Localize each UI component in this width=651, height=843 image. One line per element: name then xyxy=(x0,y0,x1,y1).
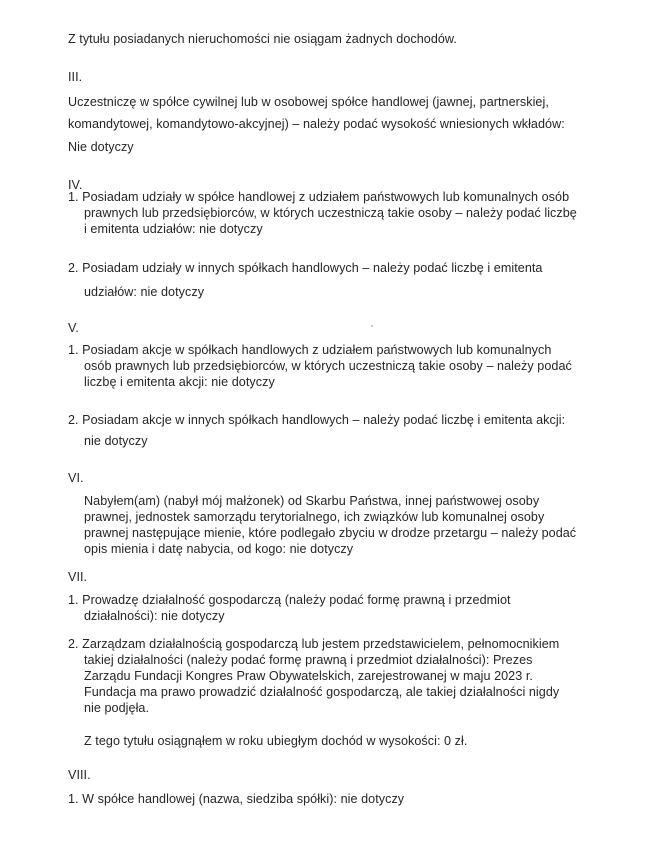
section-3-answer: Nie dotyczy xyxy=(68,140,134,154)
section-8-heading: VIII. xyxy=(68,768,91,782)
section-6-heading: VI. xyxy=(68,471,84,485)
section-3-text-line-1: Uczestniczę w spółce cywilnej lub w osobowej spółce handlowej (jawnej, partnerskiej, xyxy=(68,95,549,109)
section-4-item-2-line-2: udziałów: nie dotyczy xyxy=(84,285,205,299)
section-5-item-2-line-2: nie dotyczy xyxy=(84,434,148,448)
section-3-heading: III. xyxy=(68,70,83,84)
section-6-text-line-1: Nabyłem(am) (nabył mój małżonek) od Skarbu Państwa, innej państwowej osoby xyxy=(84,494,540,508)
section-4-item-1-line-1: 1. Posiadam udziały w spółce handlowej z udziałem państwowych lub komunalnych osób xyxy=(68,190,570,204)
section-7-item-2-line-1: 2. Zarządzam działalnością gospodarczą lub jestem przedstawicielem, pełnomocnikiem xyxy=(68,637,560,651)
section-7-item-2-line-3: Zarządu Fundacji Kongres Praw Obywatelskich, zarejestrowanej w maju 2023 r. xyxy=(84,669,533,683)
section-5-heading: V. xyxy=(68,321,79,335)
section-5-item-1-line-2: osób prawnych lub przedsiębiorców, w których uczestniczą takie osoby – należy podać xyxy=(84,359,572,373)
section-6-text-line-2: prawnej, jednostek samorządu terytorialnego, ich związków lub komunalnej osoby xyxy=(84,510,545,524)
section-7-heading: VII. xyxy=(68,570,88,584)
section-8-item-1-line: 1. W spółce handlowej (nazwa, siedziba spółki): nie dotyczy xyxy=(68,792,405,806)
intro-line: Z tytułu posiadanych nieruchomości nie osiągam żadnych dochodów. xyxy=(68,32,457,46)
section-6-text-line-4: opis mienia i datę nabycia, od kogo: nie dotyczy xyxy=(84,542,354,556)
section-5-item-2-line-1: 2. Posiadam akcje w innych spółkach handlowych – należy podać liczbę i emitenta akcji: xyxy=(68,413,566,427)
section-6-text-line-3: prawnej następujące mienie, które podlegało zbyciu w drodze przetargu – należy podać xyxy=(84,526,577,540)
section-5-item-1-line-3: liczbę i emitenta akcji: nie dotyczy xyxy=(84,375,275,389)
section-7-item-2-line-2: takiej działalności (należy podać formę prawną i przedmiot działalności): Prezes xyxy=(84,653,533,667)
section-7-item-1-line-2: działalności): nie dotyczy xyxy=(84,609,225,623)
section-4-item-1-line-2: prawnych lub przedsiębiorców, w których uczestniczą takie osoby – należy podać liczbę xyxy=(84,206,577,220)
section-7-item-2-line-5: nie podjęła. xyxy=(84,701,150,715)
section-4-heading: IV. xyxy=(68,178,83,192)
section-7-item-1-line-1: 1. Prowadzę działalność gospodarczą (należy podać formę prawną i przedmiot xyxy=(68,593,511,607)
section-3-text-line-2: komandytowej, komandytowo-akcyjnej) – należy podać wysokość wniesionych wkładów: xyxy=(68,117,565,131)
section-4-item-2-line-1: 2. Posiadam udziały w innych spółkach handlowych – należy podać liczbę i emitenta xyxy=(68,261,543,275)
section-4-item-1-line-3: i emitenta udziałów: nie dotyczy xyxy=(84,222,263,236)
section-7-income-line: Z tego tytułu osiągnąłem w roku ubiegłym dochód w wysokości: 0 zł. xyxy=(84,734,468,748)
section-7-item-2-line-4: Fundacja ma prawo prowadzić działalność gospodarczą, ale takiej działalności nigdy xyxy=(84,685,560,699)
scan-speck xyxy=(371,325,373,327)
section-5-item-1-line-1: 1. Posiadam akcje w spółkach handlowych z udziałem państwowych lub komunalnych xyxy=(68,343,552,357)
